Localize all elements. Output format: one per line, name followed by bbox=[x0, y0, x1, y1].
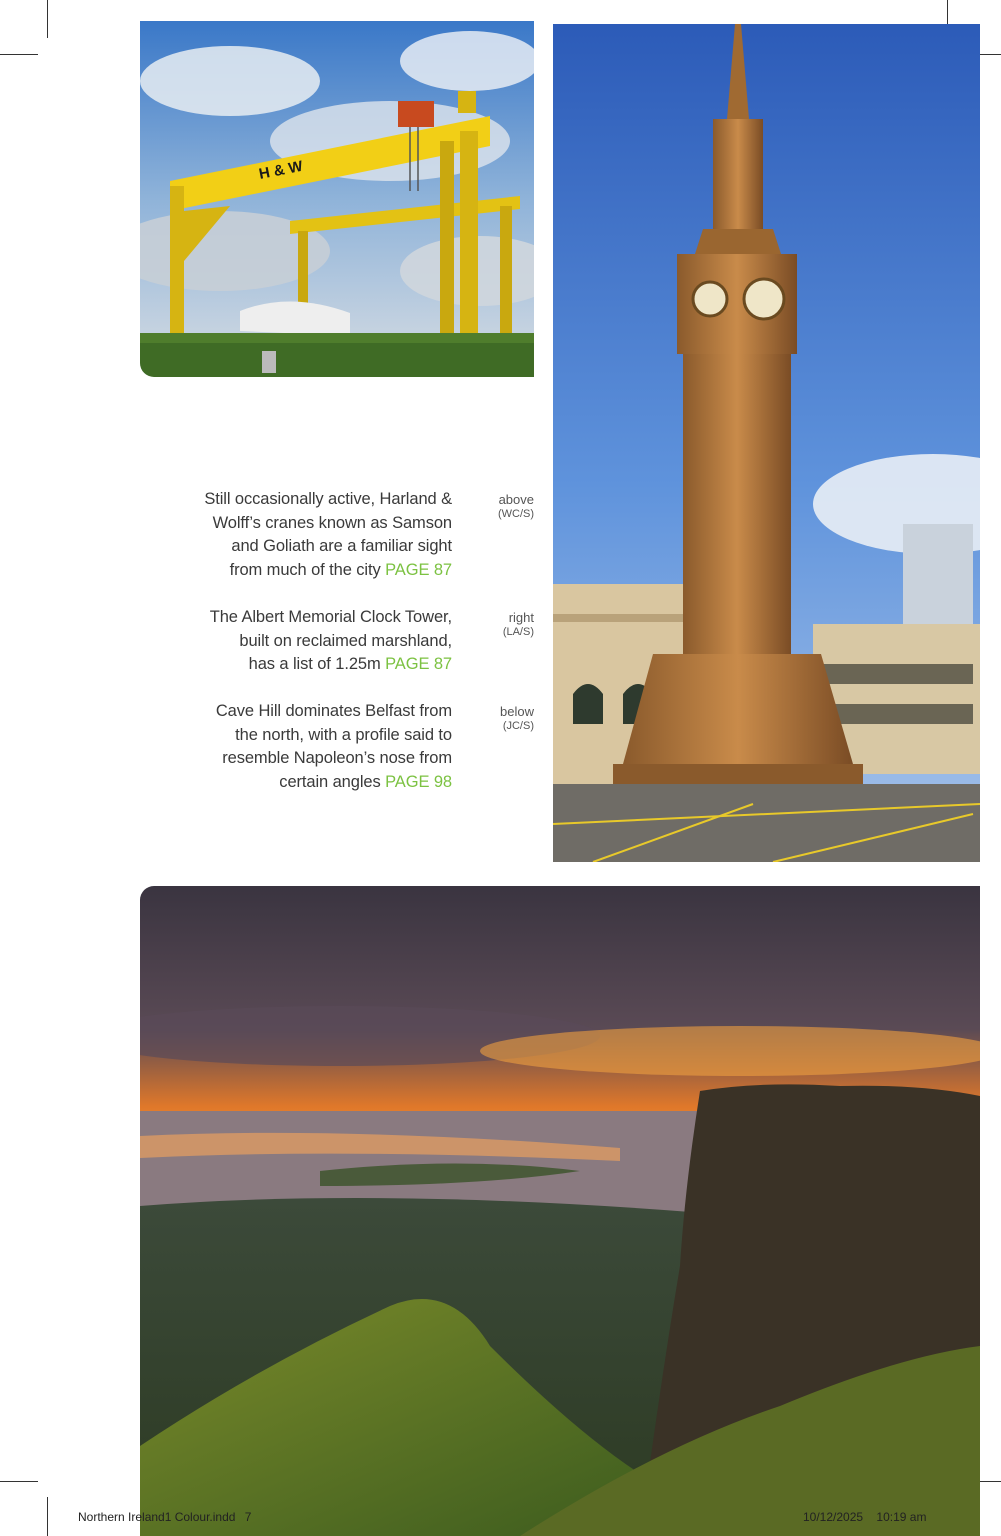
caption-line: Cave Hill dominates Belfast from bbox=[215, 702, 452, 720]
crane-letters: H & W bbox=[257, 157, 305, 183]
caption-line: and Goliath are a familiar sight bbox=[231, 537, 452, 555]
caption-line: has a list of 1.25m bbox=[248, 655, 381, 673]
slug-date: 10/12/2025 bbox=[803, 1510, 864, 1524]
caption-line: The Albert Memorial Clock Tower, bbox=[209, 608, 452, 626]
caption-line: resemble Napoleon’s nose from bbox=[222, 749, 452, 767]
page-reference-link[interactable]: PAGE 87 bbox=[385, 655, 452, 673]
credit-cave-hill bbox=[466, 704, 534, 734]
clock-tower-photo bbox=[553, 24, 980, 862]
caption-line: from much of the city bbox=[229, 560, 381, 579]
crop-mark bbox=[0, 54, 38, 55]
crop-mark bbox=[0, 1481, 38, 1482]
slug-timestamp bbox=[803, 1510, 926, 1524]
slug-filename bbox=[78, 1510, 251, 1524]
caption-cave-hill bbox=[150, 700, 452, 794]
crop-mark bbox=[47, 0, 48, 38]
slug-file: Northern Ireland1 Colour.indd bbox=[78, 1510, 236, 1524]
caption-line: the north, with a profile said to bbox=[235, 725, 452, 744]
credit-source: (JC/S) bbox=[502, 720, 534, 732]
cranes-photo bbox=[140, 21, 534, 377]
slug-time: 10:19 am bbox=[876, 1510, 927, 1524]
credit-position: above bbox=[498, 492, 534, 507]
cave-hill-photo bbox=[140, 886, 980, 1536]
caption-line: Wolff’s cranes known as Samson bbox=[212, 513, 452, 532]
page-reference-link[interactable]: PAGE 98 bbox=[385, 772, 452, 791]
caption-clock-tower bbox=[150, 606, 452, 677]
credit-clock-tower bbox=[466, 610, 534, 640]
credit-position: below bbox=[500, 704, 534, 719]
credit-source: (LA/S) bbox=[502, 626, 534, 638]
credit-position: right bbox=[508, 610, 534, 625]
page-reference-link[interactable]: PAGE 87 bbox=[385, 560, 452, 579]
caption-cranes bbox=[150, 488, 452, 582]
credit-cranes bbox=[466, 492, 534, 522]
caption-line: Still occasionally active, Harland & bbox=[204, 490, 452, 508]
caption-line: built on reclaimed marshland, bbox=[239, 631, 452, 650]
credit-source: (WC/S) bbox=[497, 508, 534, 520]
slug-page: 7 bbox=[244, 1510, 252, 1524]
caption-line: certain angles bbox=[279, 772, 381, 791]
crop-mark bbox=[47, 1497, 48, 1536]
